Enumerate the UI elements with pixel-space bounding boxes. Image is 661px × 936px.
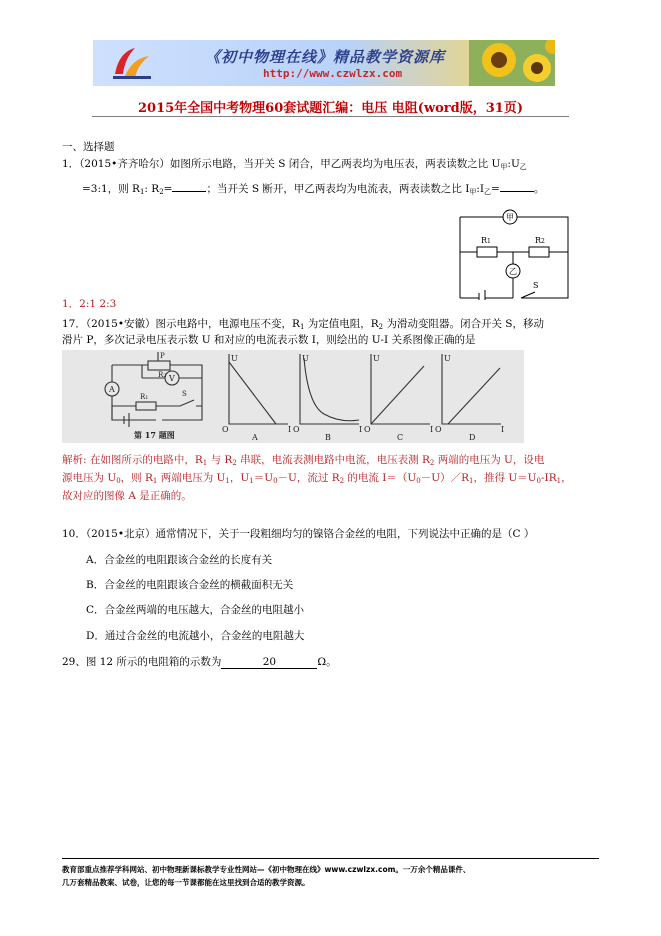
graph-d-axis-u: U: [444, 354, 451, 363]
question-1-answer: 1．2:1 2:3: [62, 298, 117, 310]
question-17-line-2: 滑片 P，多次记录电压表示数 U 和对应的电流表示数 I，则绘出的 U-I 关系图像正确的是: [62, 334, 476, 346]
page-footer: [62, 863, 602, 889]
banner-title: 《初中物理在线》精品教学资源库: [205, 48, 446, 66]
question-10-option-c: C．合金丝两端的电压越大，合金丝的电阻越小: [86, 604, 305, 616]
analysis-line-1: 解析: 在如图所示的电路中，$R_1$ 与 $R_2$ 串联，电流表测电路中电流，电压表测 $R_2$ 两端的电压为 U，设电: [62, 454, 545, 467]
question-10-stem: 10．（2015•北京）通常情况下，关于一段粗细均匀的镍铬合金丝的电阻，下列说法中正确的是（C ）: [62, 528, 535, 540]
footer-divider: [62, 858, 599, 859]
question-10-option-d: D．通过合金丝的电流越小，合金丝的电阻越大: [86, 630, 305, 642]
graph-d-axis-i: I: [501, 425, 505, 434]
graph-b-origin: O: [293, 425, 300, 434]
analysis-line-2: 源电压为 $U_0$，则 $R_1$ 两端电压为 $U_1$，$U_1=U_0-U$，流过 $R_2$ 的电流 $I=(U_0-U)/R_1$，推得 $U=U_0-IR_1$，: [62, 472, 572, 485]
header-banner: [93, 40, 555, 86]
question-17-figure: [62, 350, 524, 443]
fig-r1-label: R1: [140, 393, 149, 401]
site-logo-icon: [109, 44, 155, 82]
r2-label: R2: [535, 236, 545, 245]
graph-b-label: B: [325, 433, 331, 442]
banner-url: http://www.czwlzx.com: [263, 67, 403, 80]
question-1-line-2: =3:1，则 $R_1$: $R_2=$ ；当开关 S 断开，甲乙两表均为电流表，两表读数之比 $I_甲:I_乙=$ 。: [82, 180, 544, 199]
sunflower-icon: [469, 40, 555, 86]
graph-d-origin: O: [435, 425, 442, 434]
answer-blank-2: [500, 180, 534, 192]
answer-blank-1: [172, 180, 206, 192]
graph-a-label: A: [252, 433, 258, 442]
graph-b-axis-i: I: [359, 425, 363, 434]
section-heading: 一、选择题: [62, 141, 115, 153]
graph-a-axis-i: I: [288, 425, 292, 434]
analysis-line-3: 故对应的图像 A 是正确的。: [62, 490, 192, 502]
graph-c-axis-i: I: [430, 425, 434, 434]
question-10-option-b: B．合金丝的电阻跟该合金丝的横截面积无关: [86, 579, 294, 591]
document-title: 2015年全国中考物理60套试题汇编：电压 电阻(word版，31页): [138, 101, 523, 116]
fig-caption: 第 17 题图: [134, 430, 175, 440]
meter-yi-label: 乙: [509, 267, 517, 276]
question-29: 29、图 12 所示的电阻箱的示数为 20 Ω。: [62, 656, 337, 668]
question-17-line-1: 17．（2015•安徽）图示电路中，电源电压不变，$R_1$ 为定值电阻，$R_2$ 为滑动变阻器。闭合开关 S，移动: [62, 318, 544, 331]
graph-d-label: D: [469, 433, 476, 442]
fig-ammeter-label: A: [109, 385, 115, 394]
graph-a-axis-u: U: [231, 354, 238, 363]
question-1-circuit-diagram: [455, 206, 573, 300]
question-29-answer: 20: [221, 655, 317, 669]
meter-jia-label: 甲: [506, 213, 514, 222]
switch-label: S: [533, 281, 539, 290]
fig-switch-label: S: [182, 390, 187, 398]
footer-line-1: 教育部重点推荐学科网站、初中物理新课标教学专业性网站—《初中物理在线》www.czwlzx.com。一万余个精品课件、: [62, 865, 471, 874]
graph-a-origin: O: [222, 425, 229, 434]
question-1-line-1: 1．（2015•齐齐哈尔）如图所示电路，当开关 S 闭合，甲乙两表均为电压表，两表读数之比 $U_甲:U_乙$: [62, 158, 527, 171]
footer-line-2: 几万套精品教案、试卷，让您的每一节课都能在这里找到合适的教学资源。: [62, 878, 310, 887]
fig-voltmeter-label: V: [169, 374, 175, 383]
question-10-option-a: A．合金丝的电阻跟该合金丝的长度有关: [86, 554, 273, 566]
r1-label: R1: [481, 236, 491, 245]
graph-b-axis-u: U: [302, 354, 309, 363]
fig-r2-label: R2: [158, 371, 167, 379]
fig-slider-label: P: [160, 352, 165, 360]
graph-c-origin: O: [364, 425, 371, 434]
graph-c-label: C: [397, 433, 404, 442]
title-divider: [92, 116, 569, 117]
graph-c-axis-u: U: [373, 354, 380, 363]
